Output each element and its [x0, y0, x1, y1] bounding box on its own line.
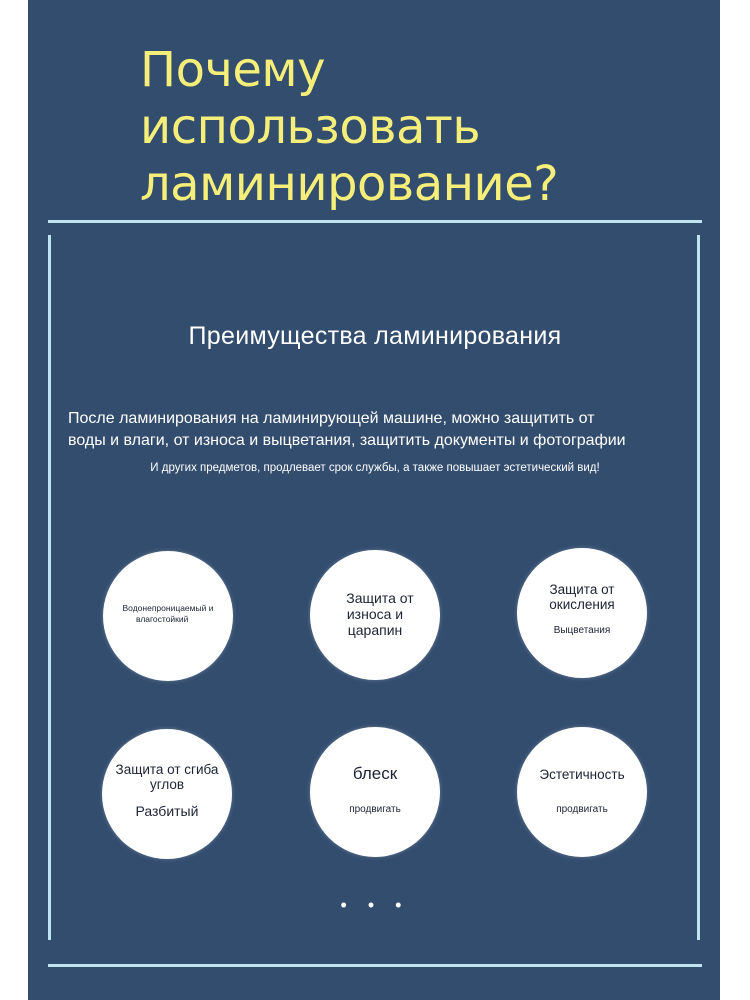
feature-title	[517, 767, 647, 782]
feature-title	[517, 582, 647, 612]
description-line: воды и влаги, от износа и выцветания, защитить документы и фотографии	[68, 432, 626, 449]
feature-circle-oxidation	[517, 548, 647, 678]
feature-circle-gloss	[310, 727, 440, 857]
headline-line: Почему	[140, 42, 325, 98]
feature-subtitle: продвигать	[349, 804, 401, 815]
feature-circle-bend-protection	[102, 729, 232, 859]
frame-top-line	[48, 220, 702, 223]
feature-title-line: Водонепроницаемый и	[122, 603, 214, 613]
frame-bottom-line	[48, 964, 702, 967]
more-dots: • • •	[340, 895, 410, 915]
feature-subtitle: продвигать	[556, 804, 608, 815]
feature-title-line: Эстетичность	[539, 767, 625, 782]
feature-title	[103, 603, 233, 625]
description-line: После ламинирования на ламинирующей машине, можно защитить от	[68, 410, 595, 427]
headline-line: ламинирование?	[140, 156, 559, 212]
description-paragraph	[68, 408, 688, 452]
feature-circle-wear-protection	[310, 550, 440, 680]
feature-subtitle: Выцветания	[553, 625, 611, 636]
feature-title	[102, 762, 232, 792]
feature-title-line: влагостойкий	[136, 614, 189, 624]
feature-title-line: Защита от	[346, 590, 414, 606]
feature-title-line: окисления	[549, 597, 615, 612]
feature-title	[310, 764, 440, 784]
feature-subtitle: Разбитый	[135, 803, 199, 819]
headline	[140, 42, 700, 213]
feature-title-line: Защита от сгиба	[115, 762, 219, 777]
feature-title-line: царапин	[347, 622, 403, 638]
feature-circle-waterproof	[103, 551, 233, 681]
feature-title-line: износа и	[346, 606, 404, 622]
feature-title	[310, 590, 440, 638]
section-subtitle: Преимущества ламинирования	[188, 322, 562, 350]
feature-title-line: Защита от	[549, 582, 615, 597]
feature-title-line: блеск	[352, 764, 398, 783]
headline-line: использовать	[140, 99, 481, 155]
feature-circle-aesthetics	[517, 727, 647, 857]
feature-title-line: углов	[149, 777, 185, 792]
description-small: И других предметов, продлевает срок службы, а также повышает эстетический вид!	[150, 462, 600, 474]
